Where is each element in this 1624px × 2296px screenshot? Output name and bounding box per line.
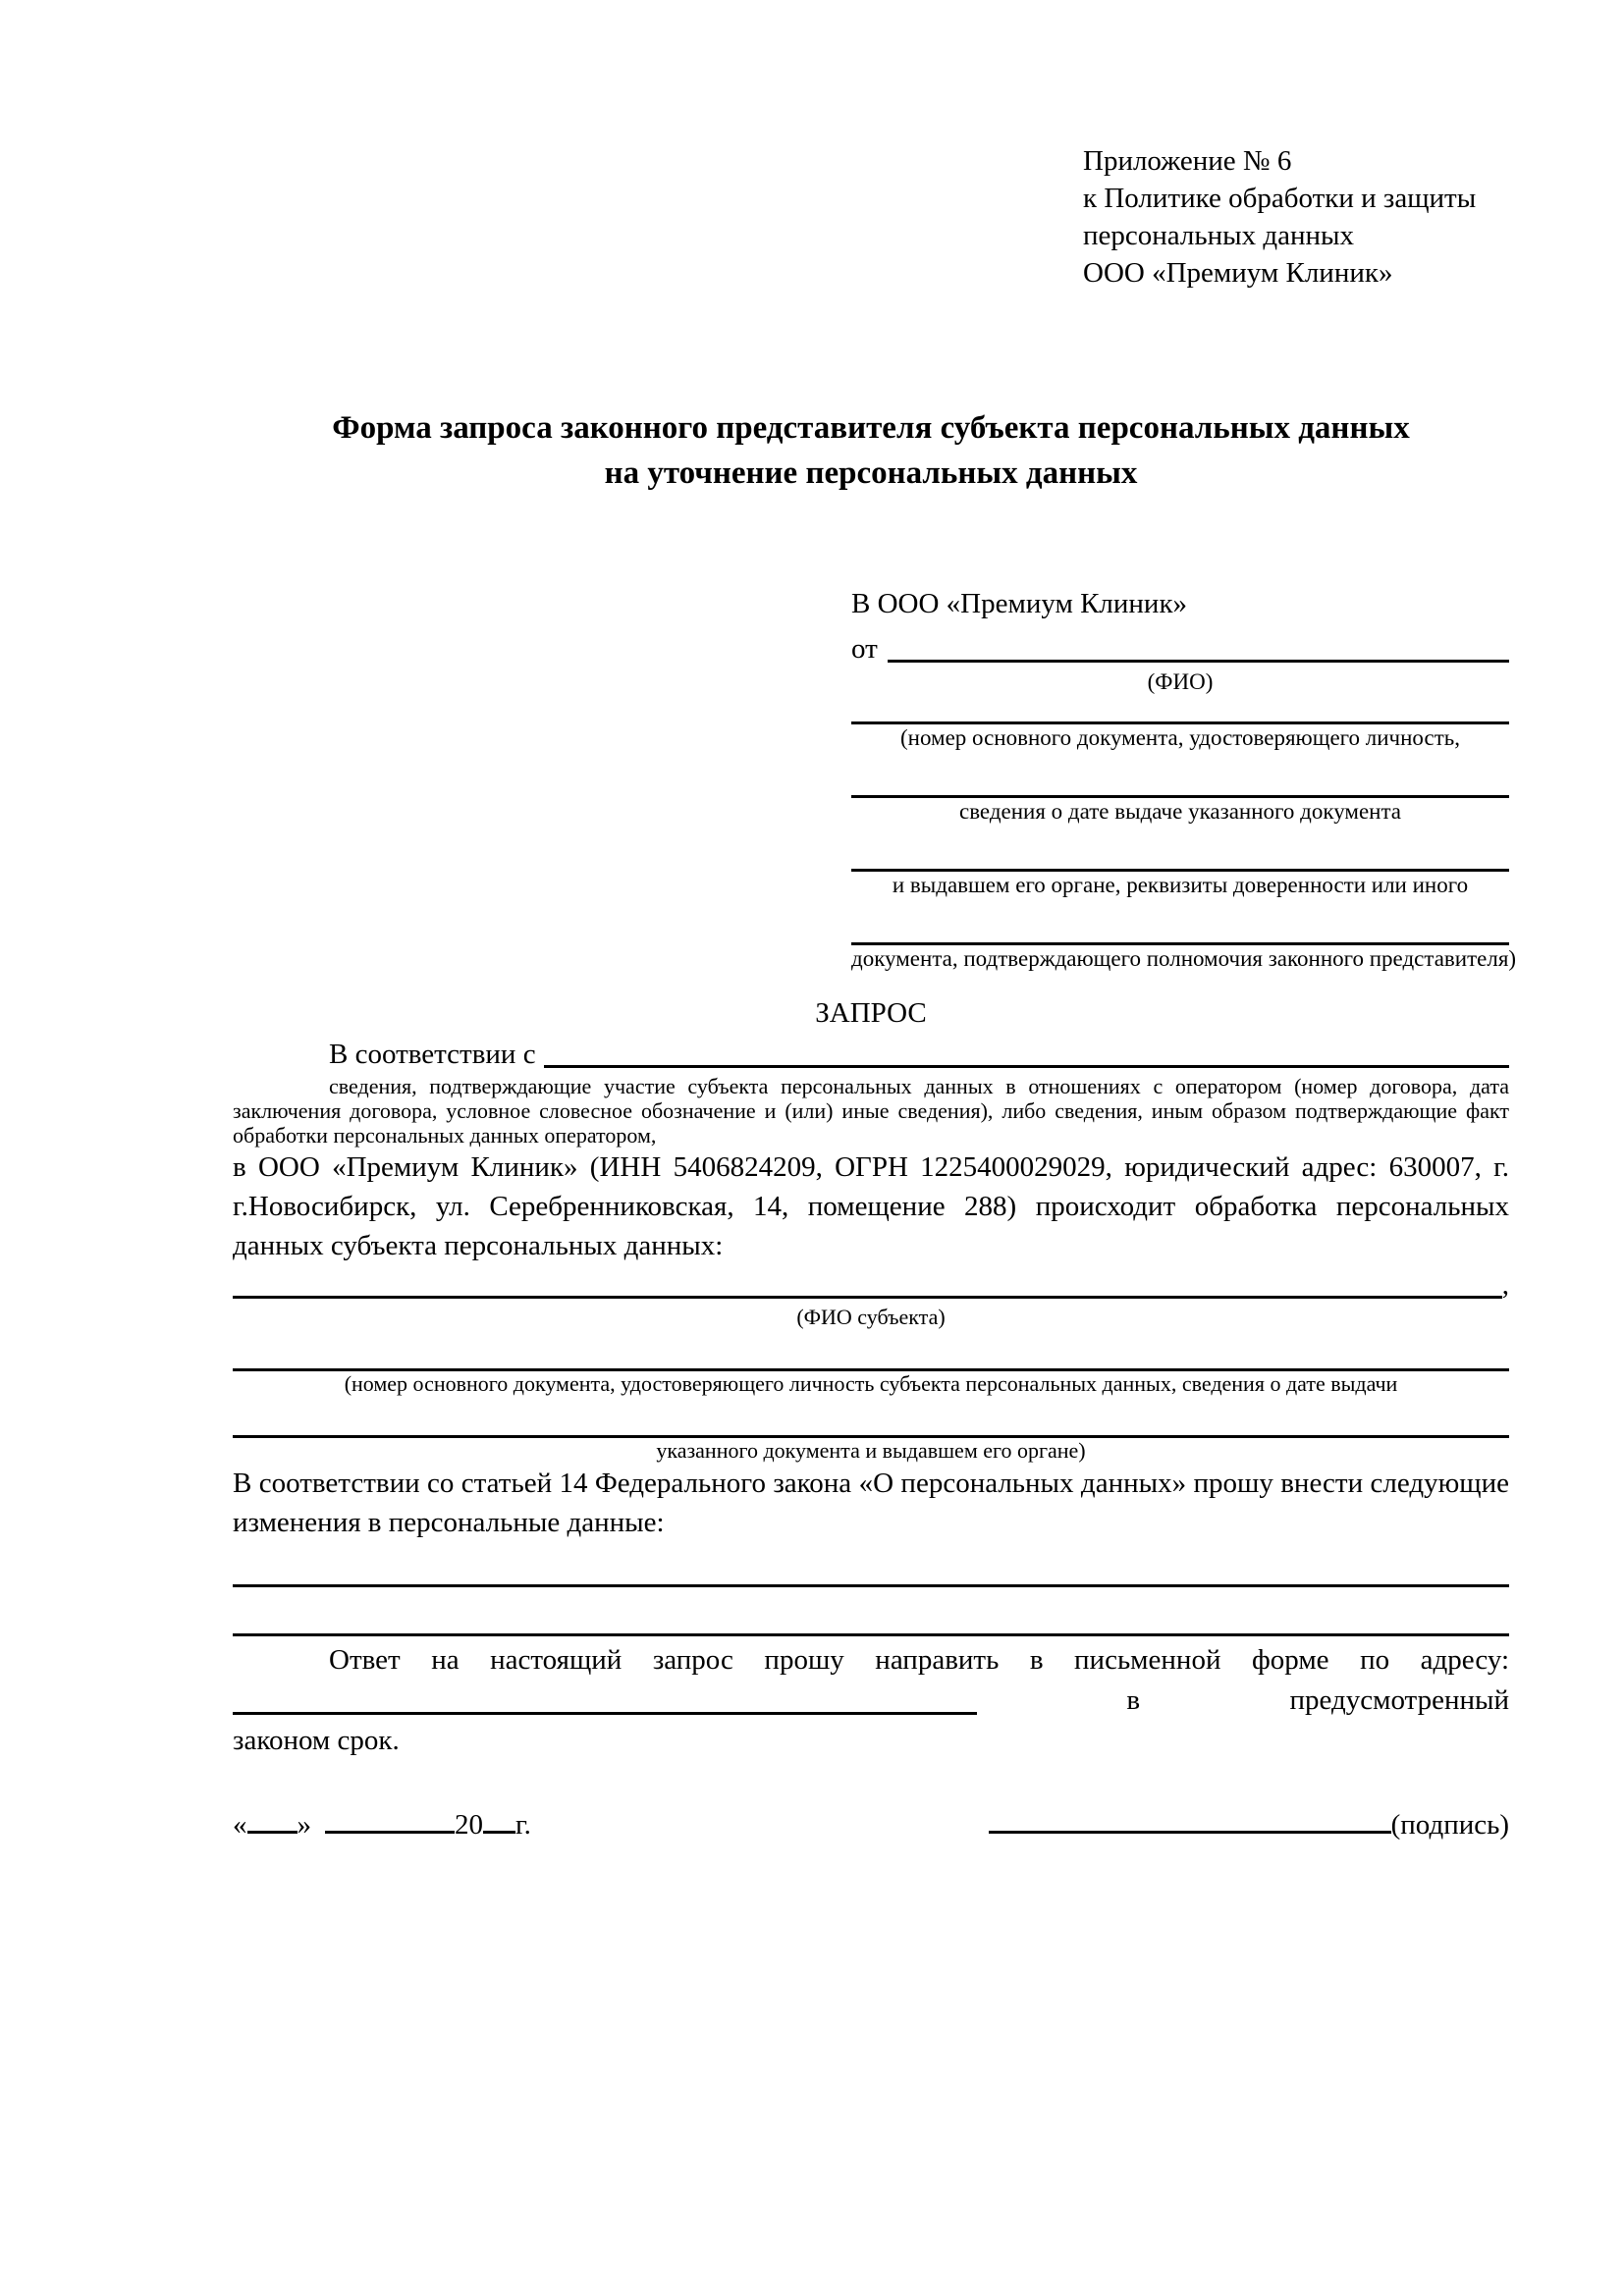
- request-heading: ЗАПРОС: [815, 997, 927, 1029]
- appendix-line-1: Приложение № 6: [1083, 145, 1292, 177]
- subject-document-caption-1: (номер основного документа, удостоверяющего личность субъекта персональных данных, сведения о дате выдачи: [344, 1371, 1398, 1396]
- subject-document-caption-2: указанного документа и выдавшем его органе): [656, 1438, 1086, 1463]
- date-day-line: [247, 1831, 298, 1834]
- appendix-line-4: ООО «Премиум Клиник»: [1083, 257, 1393, 289]
- reply-address-line: [233, 1712, 977, 1715]
- amendment-input-line-1: [233, 1542, 1509, 1587]
- document-title-line-1: Форма запроса законного представителя субъекта персональных данных: [332, 410, 1410, 446]
- basis-footnote: сведения, подтверждающие участие субъекта персональных данных в отношениях с оператором (номер договора, дата заключения договора, условное словесное обозначение и (или) иные сведения), либо сведения, иным образом подтверждающие факт обработки персональных данных оператором,: [233, 1074, 1509, 1148]
- year-suffix: г.: [515, 1809, 531, 1841]
- representative-document-caption-3: и выдавшем его органе, реквизиты доверенности или иного: [892, 873, 1469, 897]
- signature-line: [989, 1831, 1391, 1834]
- operator-paragraph: в ООО «Премиум Клиник» (ИНН 5406824209, ОГРН 1225400029029, юридический адрес: 630007, г. г.Новосибирск, ул. Серебренниковская, 14, помещение 288) происходит обработка персональных данных субъекта персональных данных:: [233, 1151, 1509, 1261]
- document-title-line-2: на уточнение персональных данных: [604, 455, 1138, 491]
- subject-document-line-2: [233, 1397, 1509, 1438]
- subject-document-line-1: [233, 1330, 1509, 1371]
- subject-fio-caption: (ФИО субъекта): [796, 1305, 946, 1329]
- representative-document-caption-1: (номер основного документа, удостоверяющего личность,: [899, 725, 1460, 750]
- basis-lead: В соответствии с: [329, 1039, 536, 1070]
- year-prefix: 20: [455, 1809, 483, 1841]
- request-body: [233, 993, 1509, 1844]
- representative-document-caption-4: документа, подтверждающего полномочия законного представителя): [851, 946, 1517, 971]
- amendment-paragraph: В соответствии со статьей 14 Федерального закона «О персональных данных» прошу внести следующие изменения в персональные данные:: [233, 1468, 1509, 1538]
- signature-group: [989, 1805, 1509, 1844]
- representative-document-line-4: [851, 898, 1509, 945]
- from-label: от: [851, 633, 878, 665]
- quote-open: «: [233, 1809, 247, 1841]
- basis-row: [233, 1035, 1509, 1074]
- fio-caption: (ФИО): [1147, 669, 1214, 694]
- representative-document-line-2: [851, 751, 1509, 798]
- subject-fio-line: [233, 1296, 1502, 1299]
- from-row: [851, 629, 1509, 668]
- representative-document-line-3: [851, 825, 1509, 872]
- reply-address-row: [233, 1680, 1509, 1721]
- date-signature-row: [233, 1805, 1509, 1844]
- signature-caption: (подпись): [1390, 1809, 1509, 1841]
- appendix-line-2: к Политике обработки и защиты: [1083, 183, 1477, 214]
- representative-document-line-1: [851, 695, 1509, 724]
- basis-input-line: [544, 1065, 1509, 1068]
- date-month-line: [325, 1831, 455, 1834]
- addressee-block: [851, 586, 1517, 972]
- reply-paragraph: Ответ на настоящий запрос прошу направить в письменной форме по адресу:: [329, 1644, 1509, 1676]
- amendment-input-line-2: [233, 1587, 1509, 1636]
- representative-fio-line: [888, 660, 1509, 663]
- reply-word-a: в: [1126, 1684, 1141, 1716]
- date-year-line: [483, 1831, 515, 1834]
- appendix-line-3: персональных данных: [1083, 220, 1355, 251]
- date-group: [233, 1805, 531, 1844]
- quote-close: »: [297, 1809, 311, 1841]
- reply-tail: законом срок.: [233, 1725, 400, 1756]
- representative-document-caption-2: сведения о дате выдаче указанного документа: [958, 799, 1402, 824]
- subject-fio-row: [233, 1265, 1509, 1305]
- subject-fio-suffix: ,: [1501, 1269, 1509, 1301]
- addressee-organization: В ООО «Премиум Клиник»: [851, 588, 1188, 619]
- document-title: [233, 405, 1509, 496]
- reply-word-b: предусмотренный: [1289, 1684, 1509, 1716]
- appendix-header: [1083, 142, 1509, 292]
